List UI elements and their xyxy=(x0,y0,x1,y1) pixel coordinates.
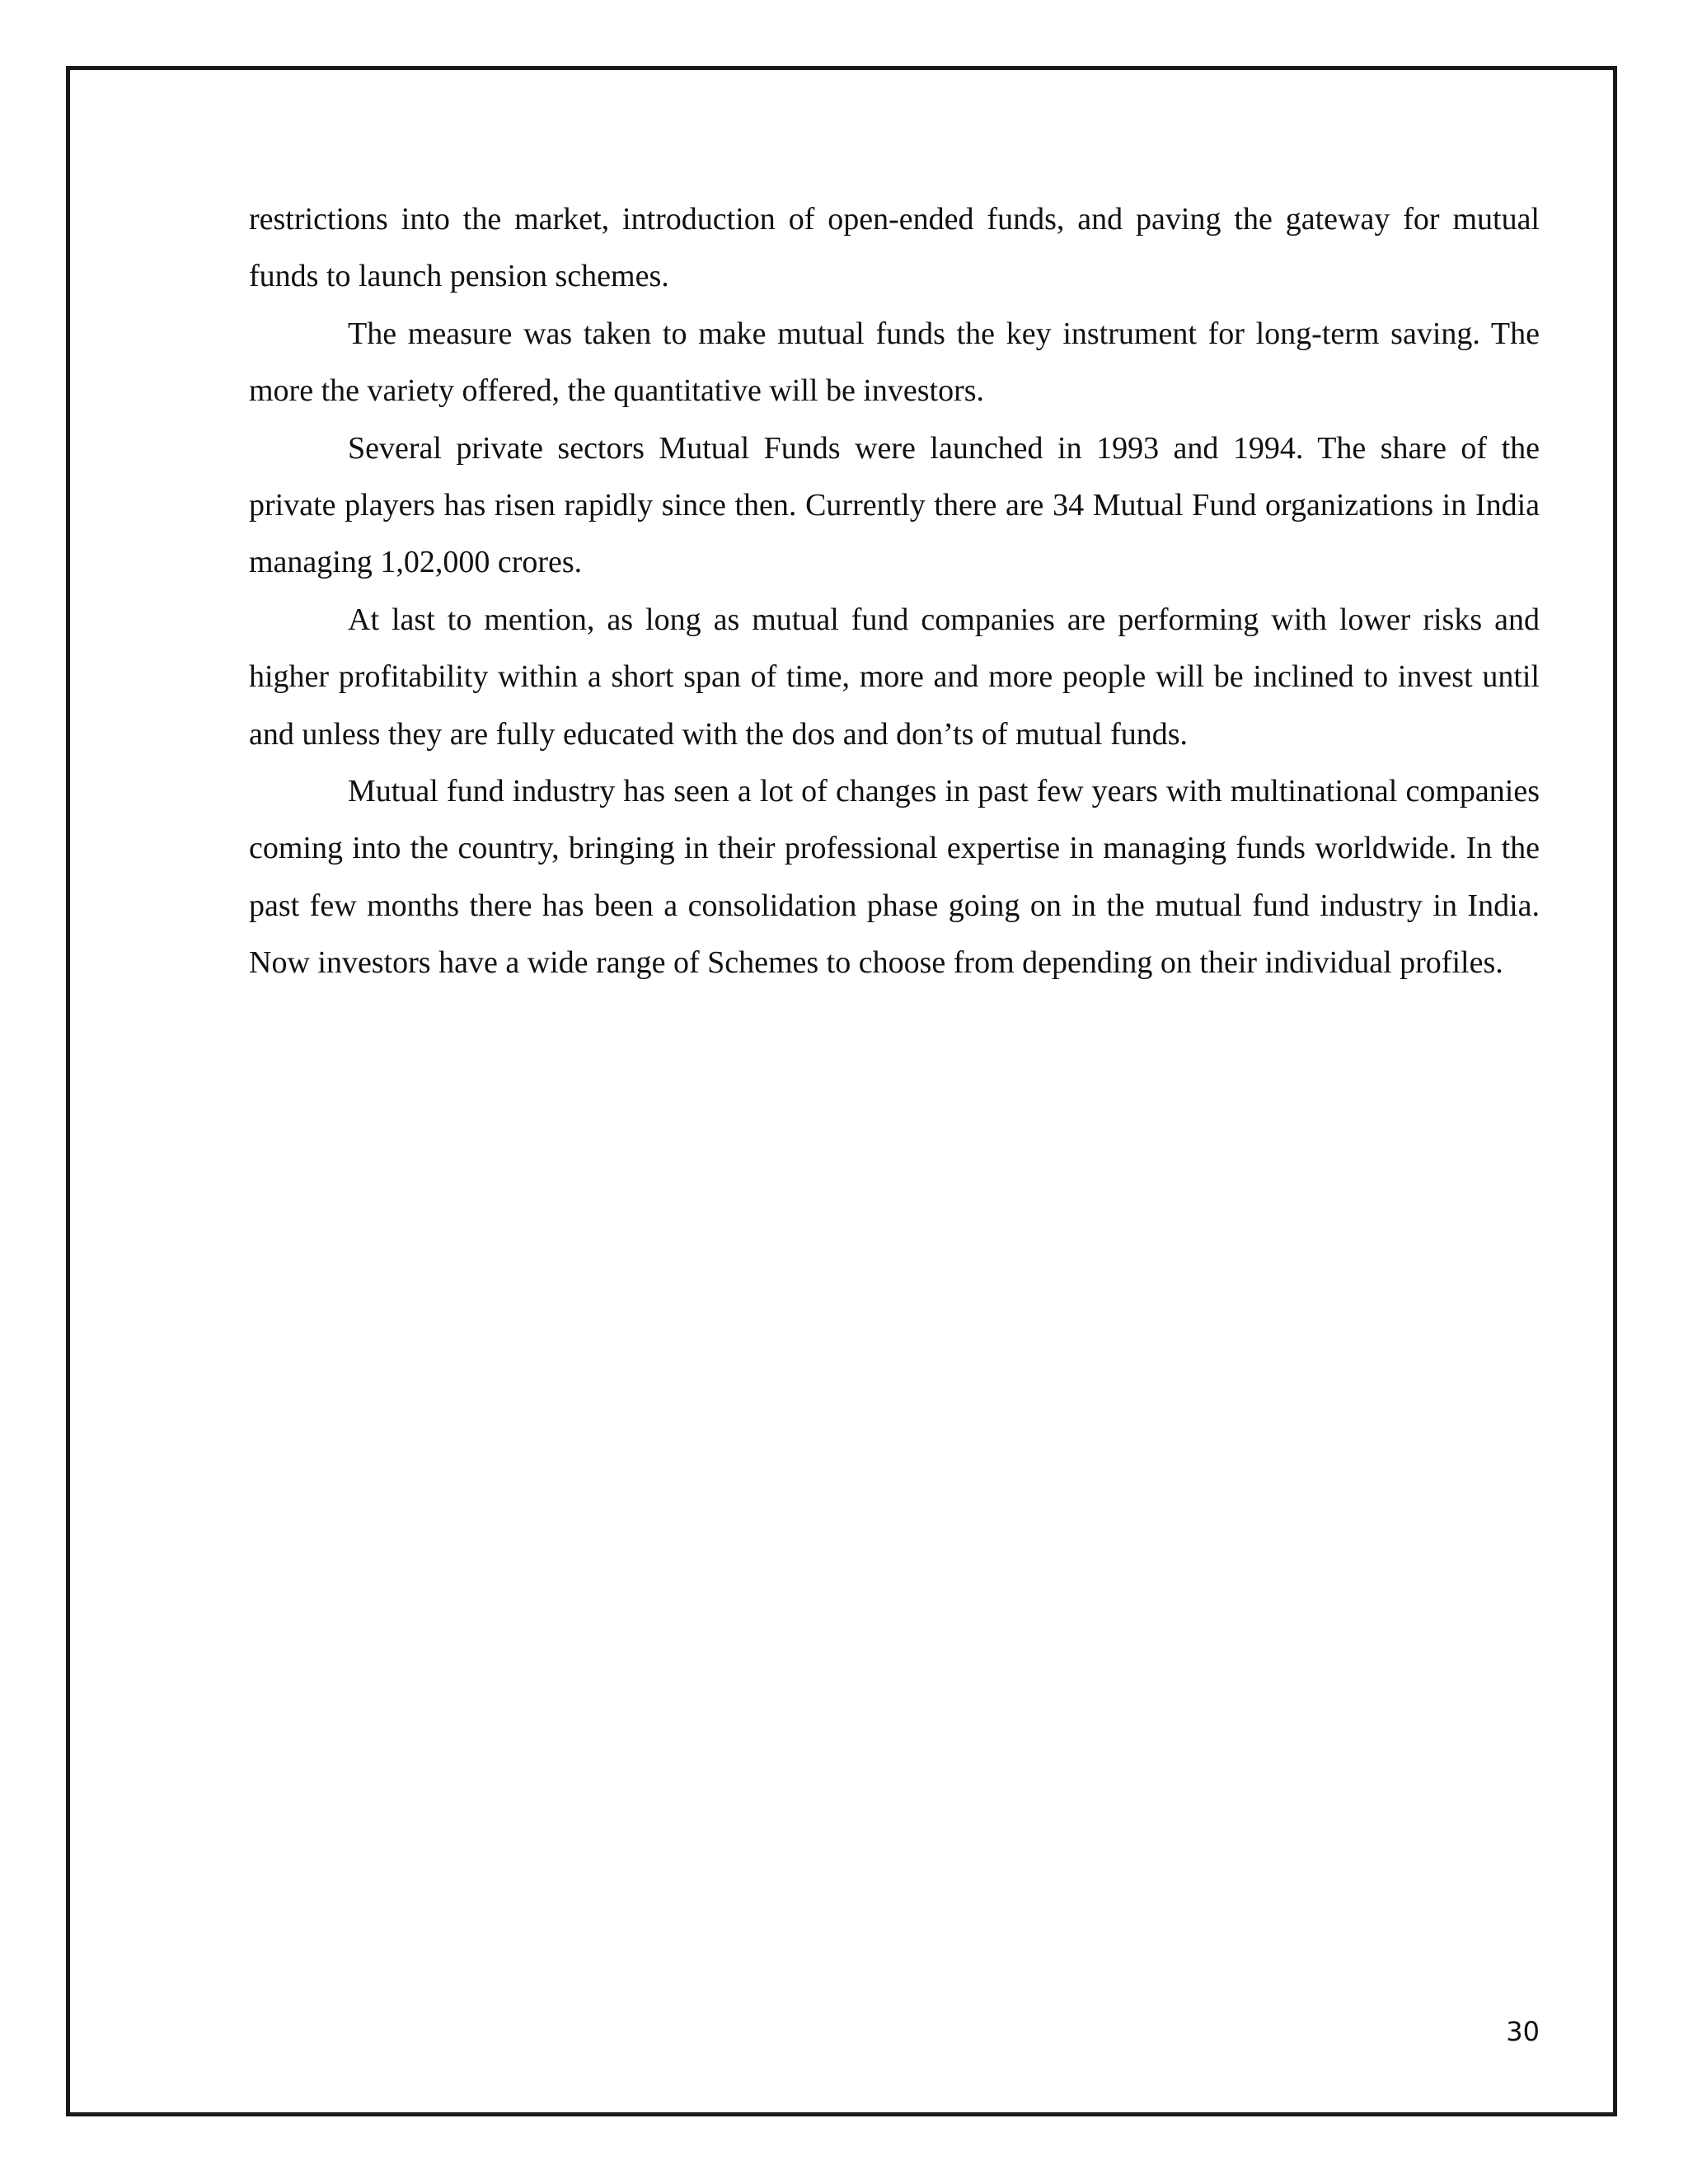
paragraph-industry-changes: Mutual fund industry has seen a lot of changes in past few years with multinational companies coming into the country, bringing in their professional expertise in managing funds worldwide. In the past few months there has been a consolidation phase going on in the mutual fund industry in India. Now investors have a wide range of Schemes to choose from depending on their individual profiles. xyxy=(249,774,1540,981)
page-number: 30 xyxy=(1506,2016,1540,2047)
paragraph-long-term-saving: The measure was taken to make mutual funds the key instrument for long-term saving. The more the variety offered, the quantitative will be investors. xyxy=(249,316,1540,409)
paragraph-continuation: restrictions into the market, introduction of open-ended funds, and paving the gateway for mutual funds to launch pension schemes. xyxy=(249,202,1540,294)
document-body xyxy=(249,191,1540,992)
paragraph-risk-profitability: At last to mention, as long as mutual fund companies are performing with lower risks and higher profitability within a short span of time, more and more people will be inclined to invest until and unless they are fully educated with the dos and don’ts of mutual funds. xyxy=(249,602,1540,752)
paragraph-private-sector-funds: Several private sectors Mutual Funds were launched in 1993 and 1994. The share of the private players has risen rapidly since then. Currently there are 34 Mutual Fund organizations in India managing 1,02,000 crores. xyxy=(249,430,1540,580)
